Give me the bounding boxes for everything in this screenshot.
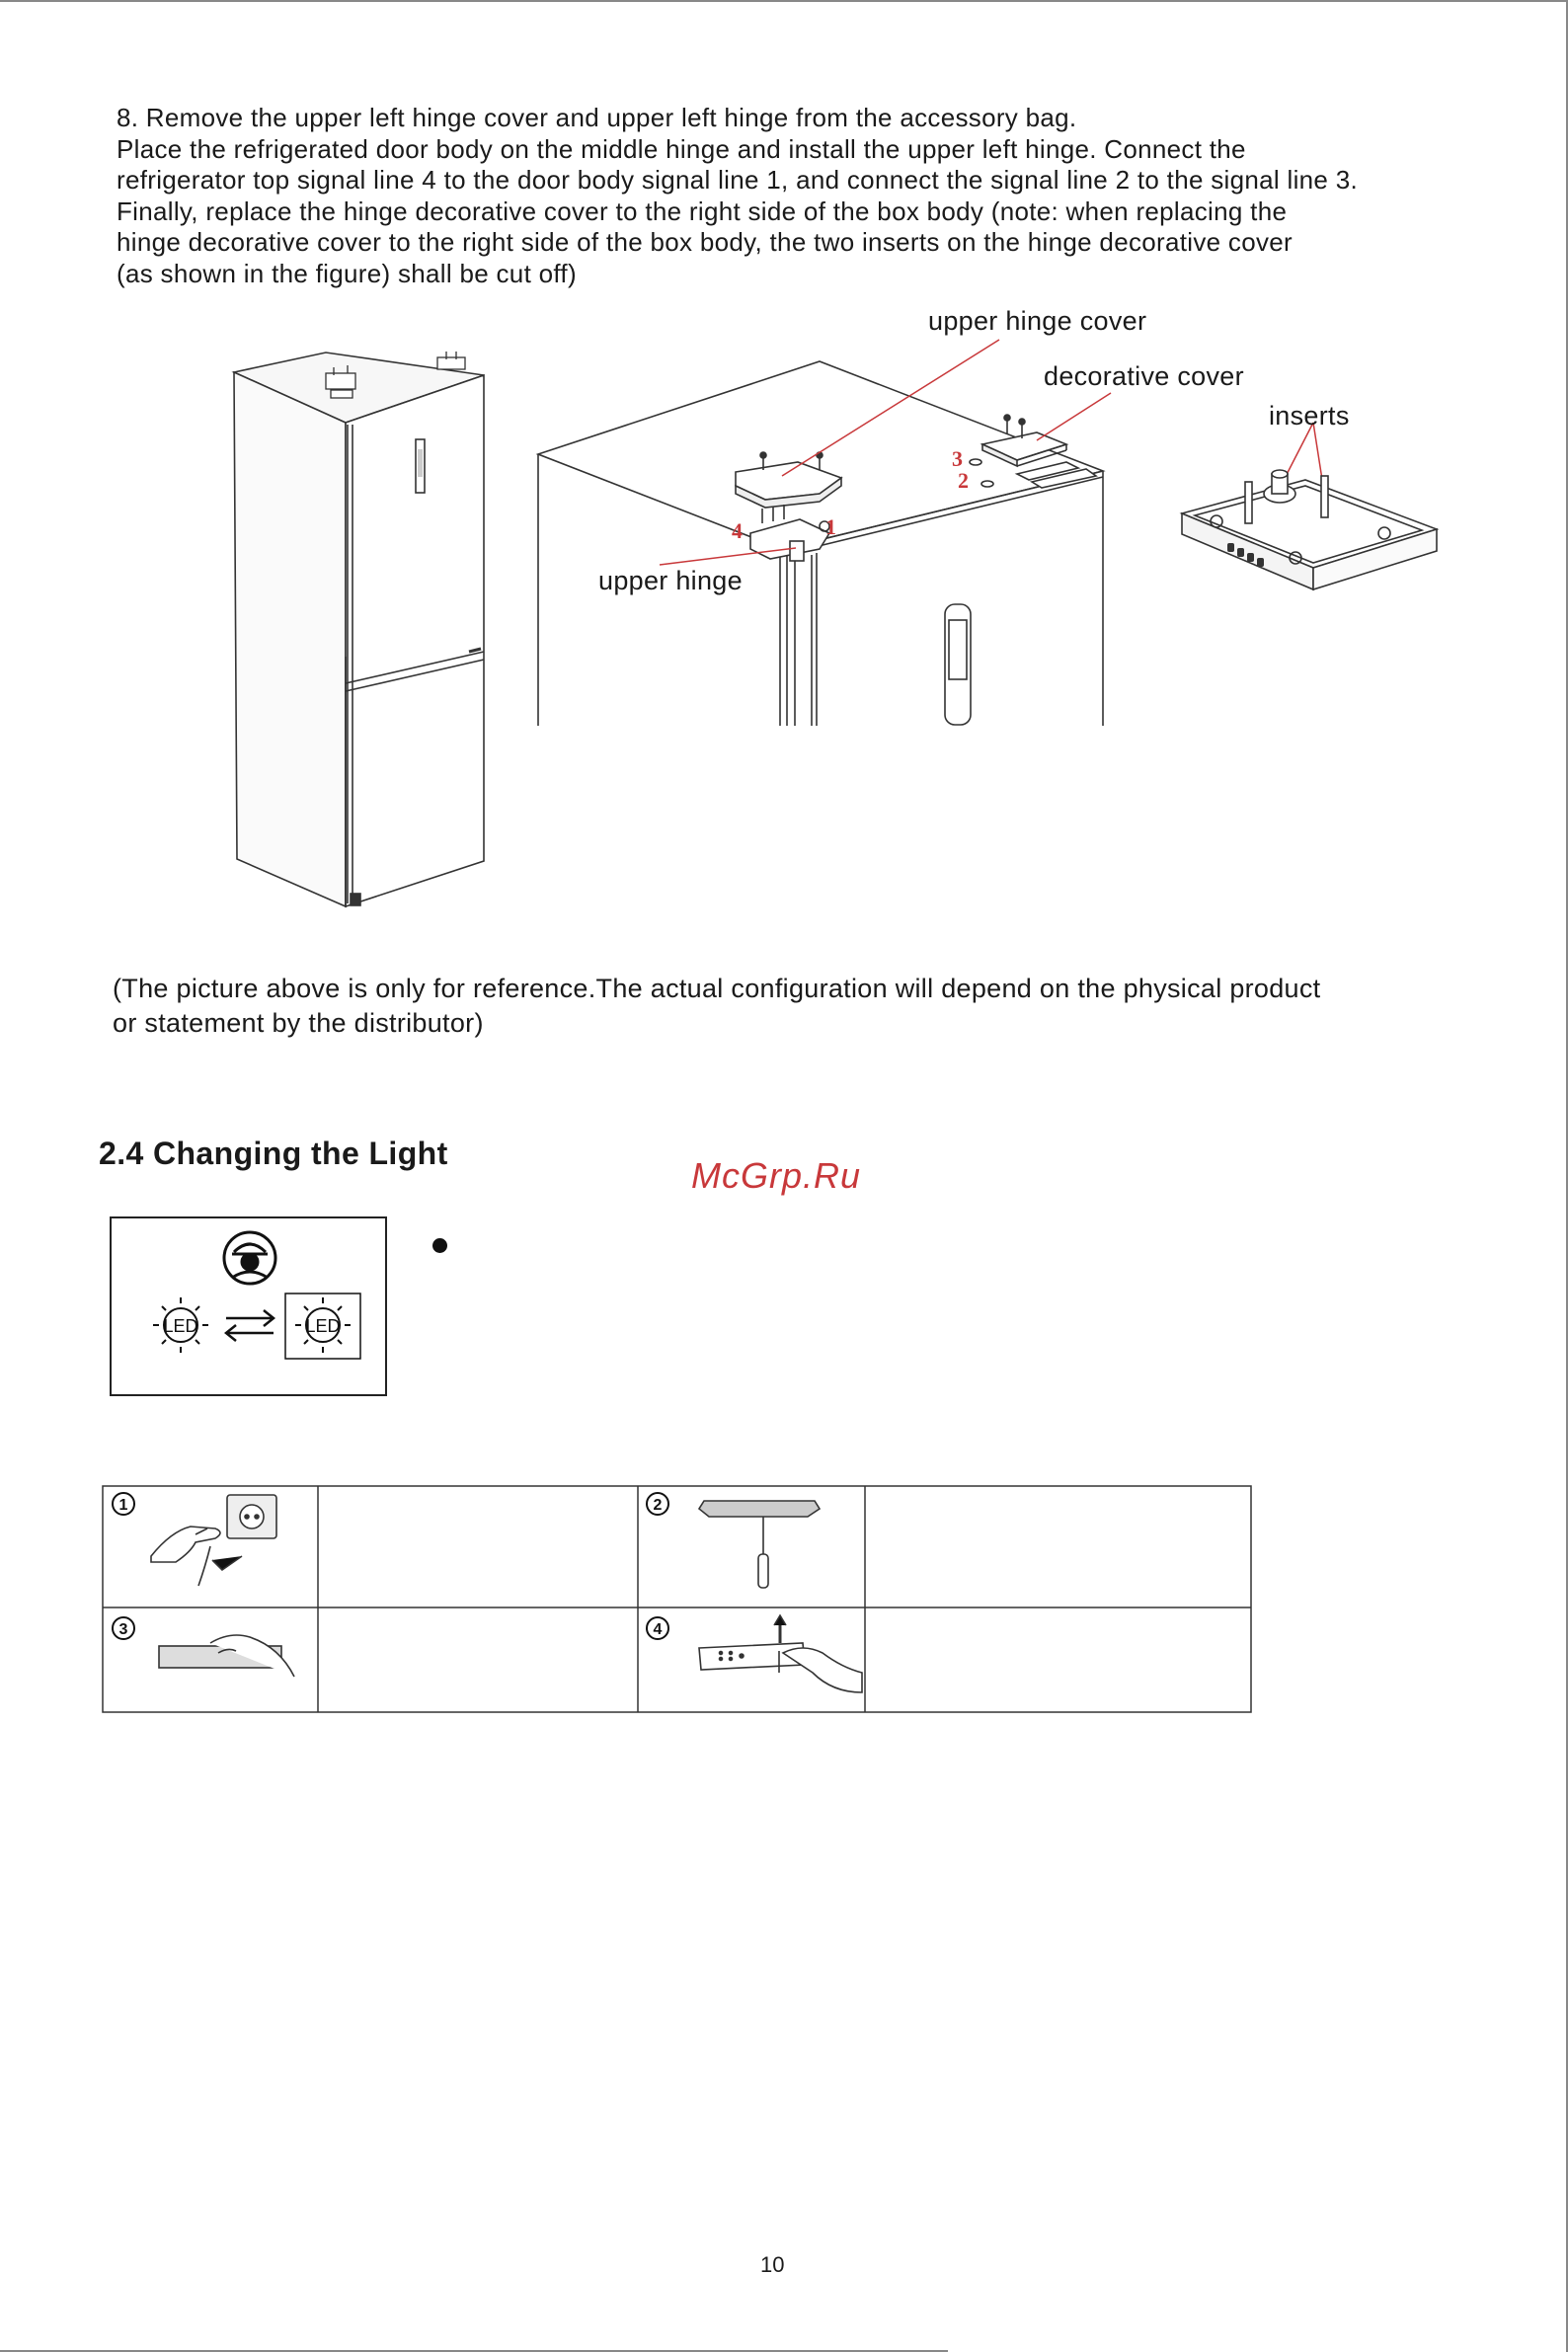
page-number: 10 — [760, 2252, 785, 2277]
instruction-line: Finally, replace the hinge decorative cover to the right side of the box body (note: when replacing the — [117, 196, 1288, 226]
exchange-arrows-icon — [226, 1310, 274, 1341]
decorative-cover-drawing — [1182, 470, 1437, 589]
reference-note — [113, 972, 1320, 1041]
instruction-line: 8. Remove the upper left hinge cover and upper left hinge from the accessory bag. — [117, 103, 1077, 132]
fridge-overview-drawing — [234, 352, 484, 906]
bullet-point — [432, 1238, 447, 1253]
led-label-left: LED — [163, 1316, 198, 1336]
unplug-step-icon — [151, 1495, 276, 1586]
pull-led-step-icon — [699, 1615, 862, 1692]
watermark: McGrp.Ru — [691, 1155, 862, 1196]
hinge-installation-figure — [0, 0, 1568, 968]
step-number: 3 — [118, 1621, 128, 1638]
label-upper-hinge: upper hinge — [598, 566, 743, 595]
signal-number: 4 — [732, 518, 743, 543]
step-number: 4 — [653, 1621, 663, 1638]
screwdriver-step-icon — [699, 1501, 820, 1588]
led-label-right: LED — [305, 1316, 341, 1336]
instruction-line: (as shown in the figure) shall be cut off) — [117, 258, 577, 288]
label-upper-hinge-cover: upper hinge cover — [928, 306, 1147, 336]
signal-number: 1 — [825, 514, 836, 539]
section-title: 2.4 Changing the Light — [99, 1136, 448, 1171]
step-number: 2 — [653, 1497, 663, 1514]
instruction-line: Place the refrigerated door body on the middle hinge and install the upper left hinge. Connect the — [117, 133, 1246, 164]
note-line: (The picture above is only for reference.The actual configuration will depend on the physical product — [113, 974, 1321, 1003]
instruction-line: refrigerator top signal line 4 to the door body signal line 1, and connect the signal line 2 to the signal line 3. — [117, 165, 1358, 195]
note-line: or statement by the distributor) — [113, 1008, 484, 1038]
signal-number: 3 — [952, 446, 963, 471]
instruction-line: hinge decorative cover to the right side of the box body, the two inserts on the hinge decorative cover — [117, 227, 1293, 257]
light-change-steps-table — [102, 1485, 1253, 1713]
technician-icon — [224, 1232, 275, 1284]
steps-illustration — [102, 1485, 1253, 1713]
signal-number: 2 — [958, 468, 969, 493]
label-inserts: inserts — [1269, 401, 1350, 431]
remove-cover-step-icon — [159, 1635, 294, 1677]
led-service-panel — [110, 1216, 387, 1396]
label-decorative-cover: decorative cover — [1044, 361, 1244, 391]
step-number: 1 — [118, 1497, 128, 1514]
led-service-illustration — [110, 1216, 387, 1396]
hinge-detail-drawing — [538, 361, 1103, 726]
